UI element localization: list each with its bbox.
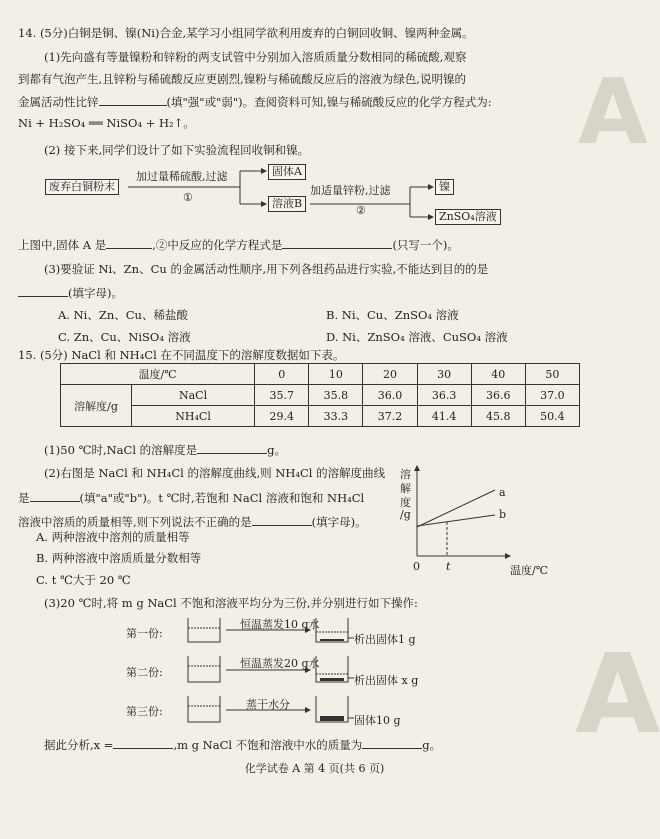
graph-origin-label: 0 — [413, 560, 420, 573]
answer-blank[interactable] — [106, 237, 152, 249]
table-cell: 50 — [525, 364, 579, 385]
curve-a-label: a — [499, 486, 506, 499]
flow-nickel-box: 镍 — [435, 179, 454, 195]
text: (1)50 ℃时,NaCl 的溶解度是 — [44, 443, 198, 457]
text: (填"a"或"b")。t ℃时,若饱和 NaCl 溶液和饱和 NH₄Cl — [79, 491, 365, 505]
text: 金属活动性比锌 — [18, 95, 99, 109]
answer-blank[interactable] — [282, 237, 392, 249]
q15-part3: (3)20 ℃时,将 m g NaCl 不饱和溶液平均分为三份,并分别进行如下操作: — [44, 596, 418, 610]
part1-operation: 恒温蒸发10 g水 — [240, 618, 320, 631]
page-footer: 化学试卷 A 第 4 页(共 6 页) — [244, 762, 385, 775]
q15-part2-line1: (2)右图是 NaCl 和 NH₄Cl 的溶解度曲线,则 NH₄Cl 的溶解度曲线 — [44, 466, 386, 480]
answer-blank[interactable] — [30, 490, 80, 502]
table-cell: 35.8 — [309, 385, 363, 406]
q14-part2-question — [18, 237, 459, 252]
answer-blank[interactable] — [362, 737, 422, 749]
text: ,②中反应的化学方程式是 — [152, 238, 283, 252]
answer-blank[interactable] — [113, 737, 173, 749]
q15-heading: 15. (5分) NaCl 和 NH₄Cl 在不同温度下的溶解度数据如下表。 — [18, 348, 345, 362]
table-cell: 45.8 — [471, 406, 525, 427]
q15-option-c: C. t ℃大于 20 ℃ — [36, 573, 131, 587]
q14-part1-line1: (1)先向盛有等量镍粉和锌粉的两支试管中分别加入溶质质量分数相同的稀硫酸,观察 — [44, 50, 467, 64]
graph-y-label: /g — [400, 508, 411, 521]
graph-y-label: 溶 — [400, 468, 411, 481]
q15-option-a: A. 两种溶液中溶剂的质量相等 — [36, 530, 190, 544]
q14-option-b: B. Ni、Cu、ZnSO₄ 溶液 — [326, 308, 459, 322]
flow-step2-label: 加适量锌粉,过滤 — [310, 184, 391, 197]
table-cell: 36.3 — [417, 385, 471, 406]
part1-result: 析出固体1 g — [354, 633, 416, 646]
beaker-diagrams — [180, 610, 360, 730]
q15-part2-line2 — [18, 490, 364, 505]
part2-operation: 恒温蒸发20 g水 — [240, 657, 320, 670]
table-cell: 37.2 — [363, 406, 417, 427]
table-cell: 20 — [363, 364, 417, 385]
flow-step2-number: ② — [356, 204, 366, 217]
q15-part1 — [44, 442, 286, 457]
q15-part2-line3 — [18, 514, 367, 529]
flow-start-box: 废弃白铜粉末 — [45, 179, 119, 195]
table-cell: 40 — [471, 364, 525, 385]
graph-y-label: 解 — [400, 482, 411, 495]
q14-heading: 14. (5分)白铜是铜、镍(Ni)合金,某学习小组同学欲利用废弃的白铜回收铜、镍两种金属。 — [18, 26, 474, 40]
table-cell: 33.3 — [309, 406, 363, 427]
answer-blank[interactable] — [197, 442, 267, 454]
flow-solution-b-box: 溶液B — [268, 196, 306, 212]
q14-option-d: D. Ni、ZnSO₄ 溶液、CuSO₄ 溶液 — [326, 330, 508, 344]
q14-part1-line2: 到都有气泡产生,且锌粉与稀硫酸反应更剧烈,镍粉与稀硫酸反应后的溶液为绿色,说明镍的 — [18, 72, 466, 86]
table-header: 溶解度/g — [61, 385, 132, 427]
solubility-curves — [400, 460, 560, 570]
flow-step1-number: ① — [183, 191, 193, 204]
q15-option-b: B. 两种溶液中溶质质量分数相等 — [36, 551, 202, 565]
answer-blank[interactable] — [18, 285, 68, 297]
table-row — [61, 406, 580, 427]
curve-b-label: b — [499, 508, 507, 521]
text: ,m g NaCl 不饱和溶液中水的质量为 — [173, 738, 363, 752]
answer-blank[interactable] — [252, 514, 312, 526]
watermark-letter: A — [575, 630, 660, 758]
table-row — [61, 385, 580, 406]
q15-part4 — [44, 737, 441, 752]
table-cell: 0 — [255, 364, 309, 385]
table-cell: 30 — [417, 364, 471, 385]
text: (填字母)。 — [68, 286, 123, 300]
text: 据此分析,x = — [44, 738, 114, 752]
flow-step1-label: 加过量稀硫酸,过滤 — [136, 170, 228, 183]
table-cell: 37.0 — [525, 385, 579, 406]
table-cell: 36.6 — [471, 385, 525, 406]
table-cell: 10 — [309, 364, 363, 385]
flow-solid-a-box: 固体A — [268, 164, 306, 180]
table-cell: 36.0 — [363, 385, 417, 406]
part3-label: 第三份: — [126, 705, 163, 718]
table-cell: 50.4 — [525, 406, 579, 427]
q14-option-c: C. Zn、Cu、NiSO₄ 溶液 — [58, 330, 191, 344]
part1-label: 第一份: — [126, 627, 163, 640]
table-cell: 41.4 — [417, 406, 471, 427]
watermark-letter: A — [578, 60, 648, 165]
q14-option-a: A. Ni、Zn、Cu、稀盐酸 — [58, 308, 188, 322]
q14-part3-answer — [18, 285, 123, 300]
part2-result: 析出固体 x g — [354, 674, 419, 687]
q14-part2: (2) 接下来,同学们设计了如下实验流程回收铜和镍。 — [44, 143, 310, 157]
text: g。 — [267, 443, 287, 457]
table-header: 温度/℃ — [61, 364, 255, 385]
q14-part3: (3)要验证 Ni、Zn、Cu 的金属活动性顺序,用下列各组药品进行实验,不能达到目的的是 — [44, 262, 489, 276]
table-cell: NaCl — [132, 385, 255, 406]
text: (只写一个)。 — [392, 238, 459, 252]
text: g。 — [422, 738, 442, 752]
text: 上图中,固体 A 是 — [18, 238, 107, 252]
flow-arrows — [0, 0, 629, 240]
flow-znso4-box: ZnSO₄溶液 — [435, 209, 501, 225]
text: 溶液中溶质的质量相等,则下列说法不正确的是 — [18, 515, 252, 529]
graph-x-label: 温度/℃ — [510, 564, 549, 577]
solubility-table — [60, 363, 580, 427]
table-cell: NH₄Cl — [132, 406, 255, 427]
q14-equation: Ni + H₂SO₄ ══ NiSO₄ + H₂↑。 — [18, 116, 195, 130]
text: (填"强"或"弱")。查阅资料可知,镍与稀硫酸反应的化学方程式为: — [166, 95, 492, 109]
graph-t-label: t — [446, 560, 451, 573]
table-cell: 29.4 — [255, 406, 309, 427]
text: 是 — [18, 491, 30, 505]
table-header-row — [61, 364, 580, 385]
table-cell: 35.7 — [255, 385, 309, 406]
part3-operation: 蒸干水分 — [246, 698, 290, 711]
part3-result: 固体10 g — [354, 714, 401, 727]
text: (填字母)。 — [311, 515, 367, 529]
part2-label: 第二份: — [126, 666, 163, 679]
graph-y-label: 度 — [400, 496, 411, 509]
